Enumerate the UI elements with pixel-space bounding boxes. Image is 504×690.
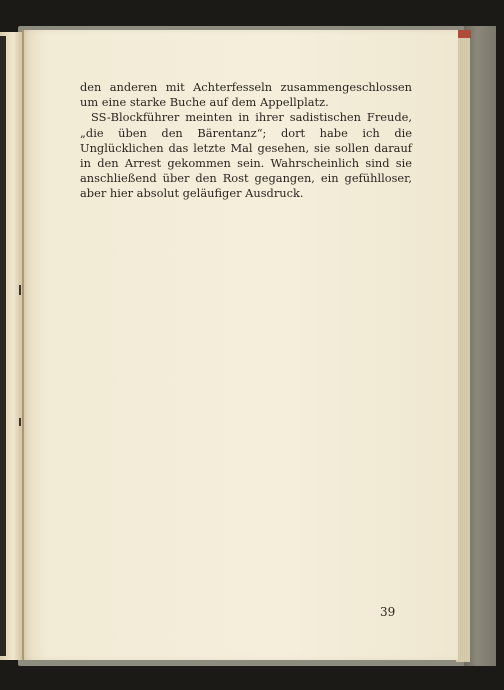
page-edges	[456, 30, 470, 662]
facing-page-mark	[19, 285, 21, 295]
body-text	[80, 80, 412, 202]
facing-page-mark	[19, 418, 21, 426]
page-number: 39	[380, 605, 396, 619]
paragraph: SS-Blockführer meinten in ihrer sadistischen Freude, „die üben den Bärentanz“; dort habe ich die Unglücklichen das letzte Mal gesehen, sie sollen darauf in den Arrest gekommen sein. Wahrscheinlich sind sie anschließend über den Rost gegangen, ein gefühlloser, aber hier absolut geläufiger Ausdruck.	[80, 110, 412, 201]
page-gutter	[22, 30, 24, 660]
paragraph: den anderen mit Achterfesseln zusammengeschlossen um eine starke Buche auf dem Appellplatz.	[80, 80, 412, 110]
binding-shadow	[0, 36, 6, 656]
